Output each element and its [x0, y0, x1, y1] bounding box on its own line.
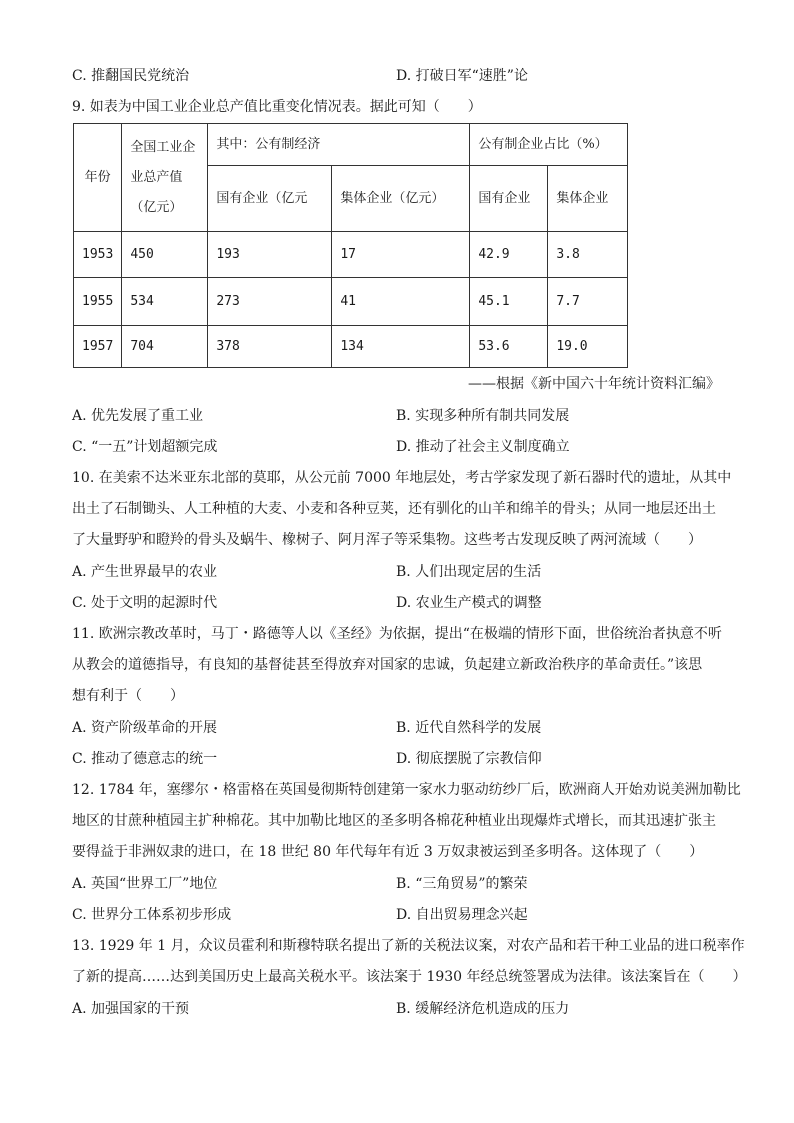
q9-data-table [73, 123, 628, 368]
q9-option-a: A. 优先发展了重工业 [72, 408, 204, 424]
header-public-economy: 其中：公有制经济 [208, 124, 470, 166]
q13-stem-line-1: 13. 1929 年 1 月，众议员霍利和斯穆特联名提出了新的关税法议案，对农产品和若干种工业品的进口税率作 [72, 938, 745, 954]
header-public-share: 公有制企业占比（%） [470, 124, 628, 166]
q11-option-d: D. 彻底摆脱了宗教信仰 [396, 751, 542, 767]
header-total-line-1: 全国工业企 [130, 139, 196, 155]
q9-stem: 9. 如表为中国工业企业总产值比重变化情况表。据此可知（ ） [72, 99, 482, 115]
header-total-line-2: 业总产值 [130, 169, 183, 185]
table-row [74, 326, 628, 368]
table-row [74, 232, 628, 278]
q12-option-c: C. 世界分工体系初步形成 [72, 907, 232, 923]
cell-total: 534 [122, 278, 208, 326]
q9-option-d: D. 推动了社会主义制度确立 [396, 439, 570, 455]
q10-option-b: B. 人们出现定居的生活 [396, 564, 542, 580]
cell-state-share: 53.6 [470, 326, 548, 368]
q11-stem-line-1: 11. 欧洲宗教改革时，马丁・路德等人以《圣经》为依据，提出“在极端的情形下面，世俗统治者执意不听 [72, 626, 722, 642]
q12-option-a: A. 英国“世界工厂”地位 [72, 876, 218, 892]
table-row [74, 278, 628, 326]
q11-option-b: B. 近代自然科学的发展 [396, 720, 542, 736]
q11-option-c: C. 推动了德意志的统一 [72, 751, 218, 767]
header-total-line-3: （亿元） [130, 199, 183, 215]
cell-total: 704 [122, 326, 208, 368]
header-collective-enterprise: 集体企业（亿元） [332, 166, 470, 232]
header-year: 年份 [74, 124, 122, 232]
table-source-note: ——根据《新中国六十年统计资料汇编》 [468, 376, 720, 392]
q13-stem-line-2: 了新的提高……达到美国历史上最高关税水平。该法案于 1930 年经总统签署成为法律。该法案旨在（ ） [72, 969, 747, 985]
cell-state: 193 [208, 232, 332, 278]
q10-option-a: A. 产生世界最早的农业 [72, 564, 218, 580]
q11-stem-line-3: 想有利于（ ） [72, 688, 184, 704]
q10-stem-line-2: 出土了石制锄头、人工种植的大麦、小麦和各种豆荚，还有驯化的山羊和绵羊的骨头；从同一地层还出土 [72, 501, 716, 517]
q10-stem-line-3: 了大量野驴和瞪羚的骨头及蜗牛、橡树子、阿月浑子等采集物。这些考古发现反映了两河流域（ ） [72, 532, 702, 548]
cell-state-share: 45.1 [470, 278, 548, 326]
cell-collective-share: 19.0 [548, 326, 628, 368]
cell-state-share: 42.9 [470, 232, 548, 278]
q10-stem-line-1: 10. 在美索不达米亚东北部的莫耶，从公元前 7000 年地层处，考古学家发现了新石器时代的遗址，从其中 [72, 470, 732, 486]
cell-collective: 134 [332, 326, 470, 368]
header-collective-share: 集体企业 [548, 166, 628, 232]
q11-stem-line-2: 从教会的道德指导，有良知的基督徒甚至得放弃对国家的忠诚，负起建立新政治秩序的革命责任。”该思 [72, 657, 703, 673]
cell-year: 1957 [74, 326, 122, 368]
q12-option-b: B. “三角贸易”的繁荣 [396, 876, 528, 892]
q13-option-a: A. 加强国家的干预 [72, 1001, 190, 1017]
cell-collective: 17 [332, 232, 470, 278]
header-state-share: 国有企业 [470, 166, 548, 232]
cell-state: 378 [208, 326, 332, 368]
cell-year: 1953 [74, 232, 122, 278]
q9-option-b: B. 实现多种所有制共同发展 [396, 408, 570, 424]
q10-option-c: C. 处于文明的起源时代 [72, 595, 218, 611]
cell-year: 1955 [74, 278, 122, 326]
header-state-enterprise: 国有企业（亿元 [208, 166, 332, 232]
q12-option-d: D. 自出贸易理念兴起 [396, 907, 528, 923]
header-total-output [122, 124, 208, 232]
cell-collective: 41 [332, 278, 470, 326]
cell-state: 273 [208, 278, 332, 326]
q12-stem-line-1: 12. 1784 年，塞缪尔・格雷格在英国曼彻斯特创建第一家水力驱动纺纱厂后，欧洲商人开始劝说美洲加勒比 [72, 782, 741, 798]
q13-option-b: B. 缓解经济危机造成的压力 [396, 1001, 570, 1017]
q12-stem-line-3: 要得益于非洲奴隶的进口，在 18 世纪 80 年代每年有近 3 万奴隶被运到圣多明各。这体现了（ ） [72, 844, 704, 860]
cell-total: 450 [122, 232, 208, 278]
q10-option-d: D. 农业生产模式的调整 [396, 595, 542, 611]
q8-option-d: D. 打破日军“速胜”论 [396, 68, 528, 84]
q12-stem-line-2: 地区的甘蔗种植园主扩种棉花。其中加勒比地区的圣多明各棉花种植业出现爆炸式增长，而其迅速扩张主 [72, 813, 716, 829]
q8-option-c: C. 推翻国民党统治 [72, 68, 190, 84]
q9-option-c: C. “一五”计划超额完成 [72, 439, 218, 455]
cell-collective-share: 3.8 [548, 232, 628, 278]
q11-option-a: A. 资产阶级革命的开展 [72, 720, 218, 736]
cell-collective-share: 7.7 [548, 278, 628, 326]
